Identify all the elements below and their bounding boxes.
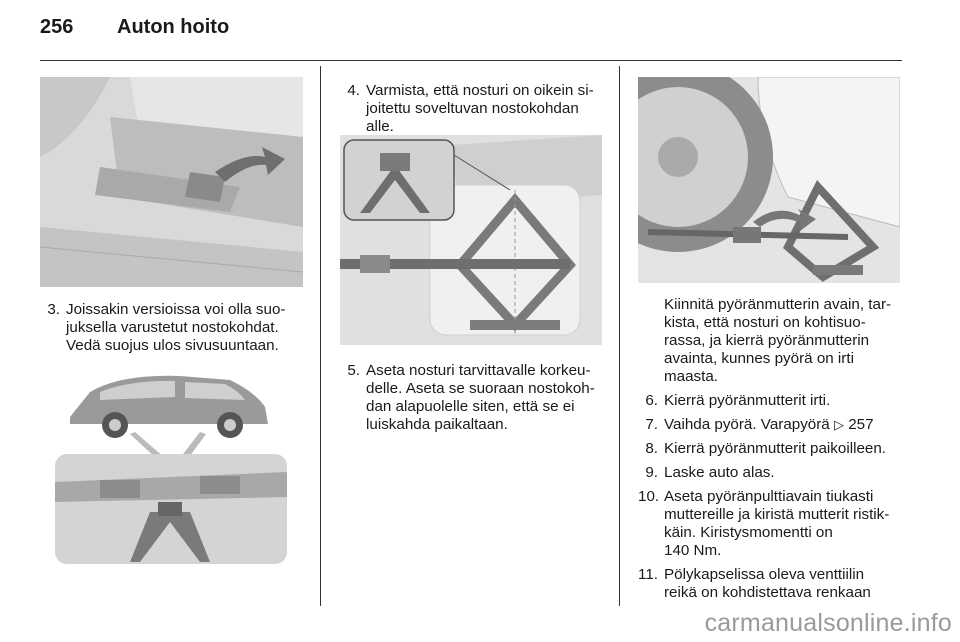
step-11-number: 11. bbox=[638, 566, 658, 583]
step-4-line: joitettu soveltuvan nostokohdan bbox=[366, 100, 579, 117]
step-7 bbox=[638, 416, 903, 434]
step-10-line: käin. Kiristysmomentti on bbox=[664, 524, 833, 541]
step-11 bbox=[638, 566, 903, 602]
step-6-text: Kierrä pyöränmutterit irti. bbox=[664, 392, 831, 409]
step-7-ref-page[interactable]: 257 bbox=[848, 416, 874, 433]
step-3-line: juksella varustetut nostokohdat. bbox=[66, 319, 279, 336]
step-5-line: dan alapuolelle siten, että se ei bbox=[366, 398, 575, 415]
step-9-number: 9. bbox=[645, 464, 658, 481]
header-rule bbox=[40, 60, 902, 61]
page-number: 256 bbox=[40, 16, 74, 38]
step-3-line: Joissakin versioissa voi olla suo- bbox=[66, 301, 286, 318]
step-8-text: Kierrä pyöränmutterit paikoilleen. bbox=[664, 440, 887, 457]
step-9 bbox=[638, 464, 903, 482]
step-4-number: 4. bbox=[347, 82, 360, 99]
step-8-number: 8. bbox=[645, 440, 658, 457]
step-3-line: Vedä suojus ulos sivusuuntaan. bbox=[66, 337, 279, 354]
step-4-line: alle. bbox=[366, 118, 394, 135]
step-5-line: Aseta nosturi tarvittavalle korkeu- bbox=[366, 362, 591, 379]
intro-paragraph bbox=[664, 296, 903, 386]
column-divider-2 bbox=[619, 66, 620, 606]
figure-car-jacking-points bbox=[40, 362, 303, 568]
step-10-number: 10. bbox=[638, 488, 660, 505]
step-10 bbox=[638, 488, 903, 560]
intro-line: Kiinnitä pyöränmutterin avain, tar- bbox=[664, 296, 892, 313]
step-6-number: 6. bbox=[645, 392, 658, 409]
intro-line: avainta, kunnes pyörä on irti bbox=[664, 350, 854, 367]
step-10-line: muttereille ja kiristä mutterit ristik- bbox=[664, 506, 890, 523]
reference-arrow-icon[interactable]: ▷ bbox=[834, 417, 844, 432]
step-5 bbox=[340, 362, 615, 434]
intro-line: rassa, ja kierrä pyöränmutterin bbox=[664, 332, 870, 349]
step-5-number: 5. bbox=[347, 362, 360, 379]
step-7-number: 7. bbox=[645, 416, 658, 433]
step-4 bbox=[340, 82, 615, 136]
step-11-line: reikä on kohdistettava renkaan bbox=[664, 584, 871, 601]
step-7-text: Vaihda pyörä. Varapyörä bbox=[664, 416, 830, 433]
intro-line: maasta. bbox=[664, 368, 719, 385]
chapter-title: Auton hoito bbox=[117, 16, 230, 38]
step-10-line: 140 Nm. bbox=[664, 542, 722, 559]
watermark: carmanualsonline.info bbox=[704, 609, 952, 637]
step-8 bbox=[638, 440, 903, 458]
figure-sill-cover bbox=[40, 77, 303, 287]
step-5-line: luiskahda paikaltaan. bbox=[366, 416, 508, 433]
step-10-line: Aseta pyöränpulttiavain tiukasti bbox=[664, 488, 874, 505]
figure-jack-position bbox=[340, 135, 602, 345]
step-11-line: Pölykapselissa oleva venttiilin bbox=[664, 566, 865, 583]
figure-wheel-wrench bbox=[638, 77, 900, 283]
step-9-text: Laske auto alas. bbox=[664, 464, 775, 481]
step-5-line: delle. Aseta se suoraan nostokoh- bbox=[366, 380, 595, 397]
step-6 bbox=[638, 392, 903, 410]
column-divider-1 bbox=[320, 66, 321, 606]
step-3 bbox=[40, 301, 315, 355]
step-4-line: Varmista, että nosturi on oikein si- bbox=[366, 82, 594, 99]
intro-line: kista, että nosturi on kohtisuo- bbox=[664, 314, 866, 331]
step-3-number: 3. bbox=[47, 301, 60, 318]
